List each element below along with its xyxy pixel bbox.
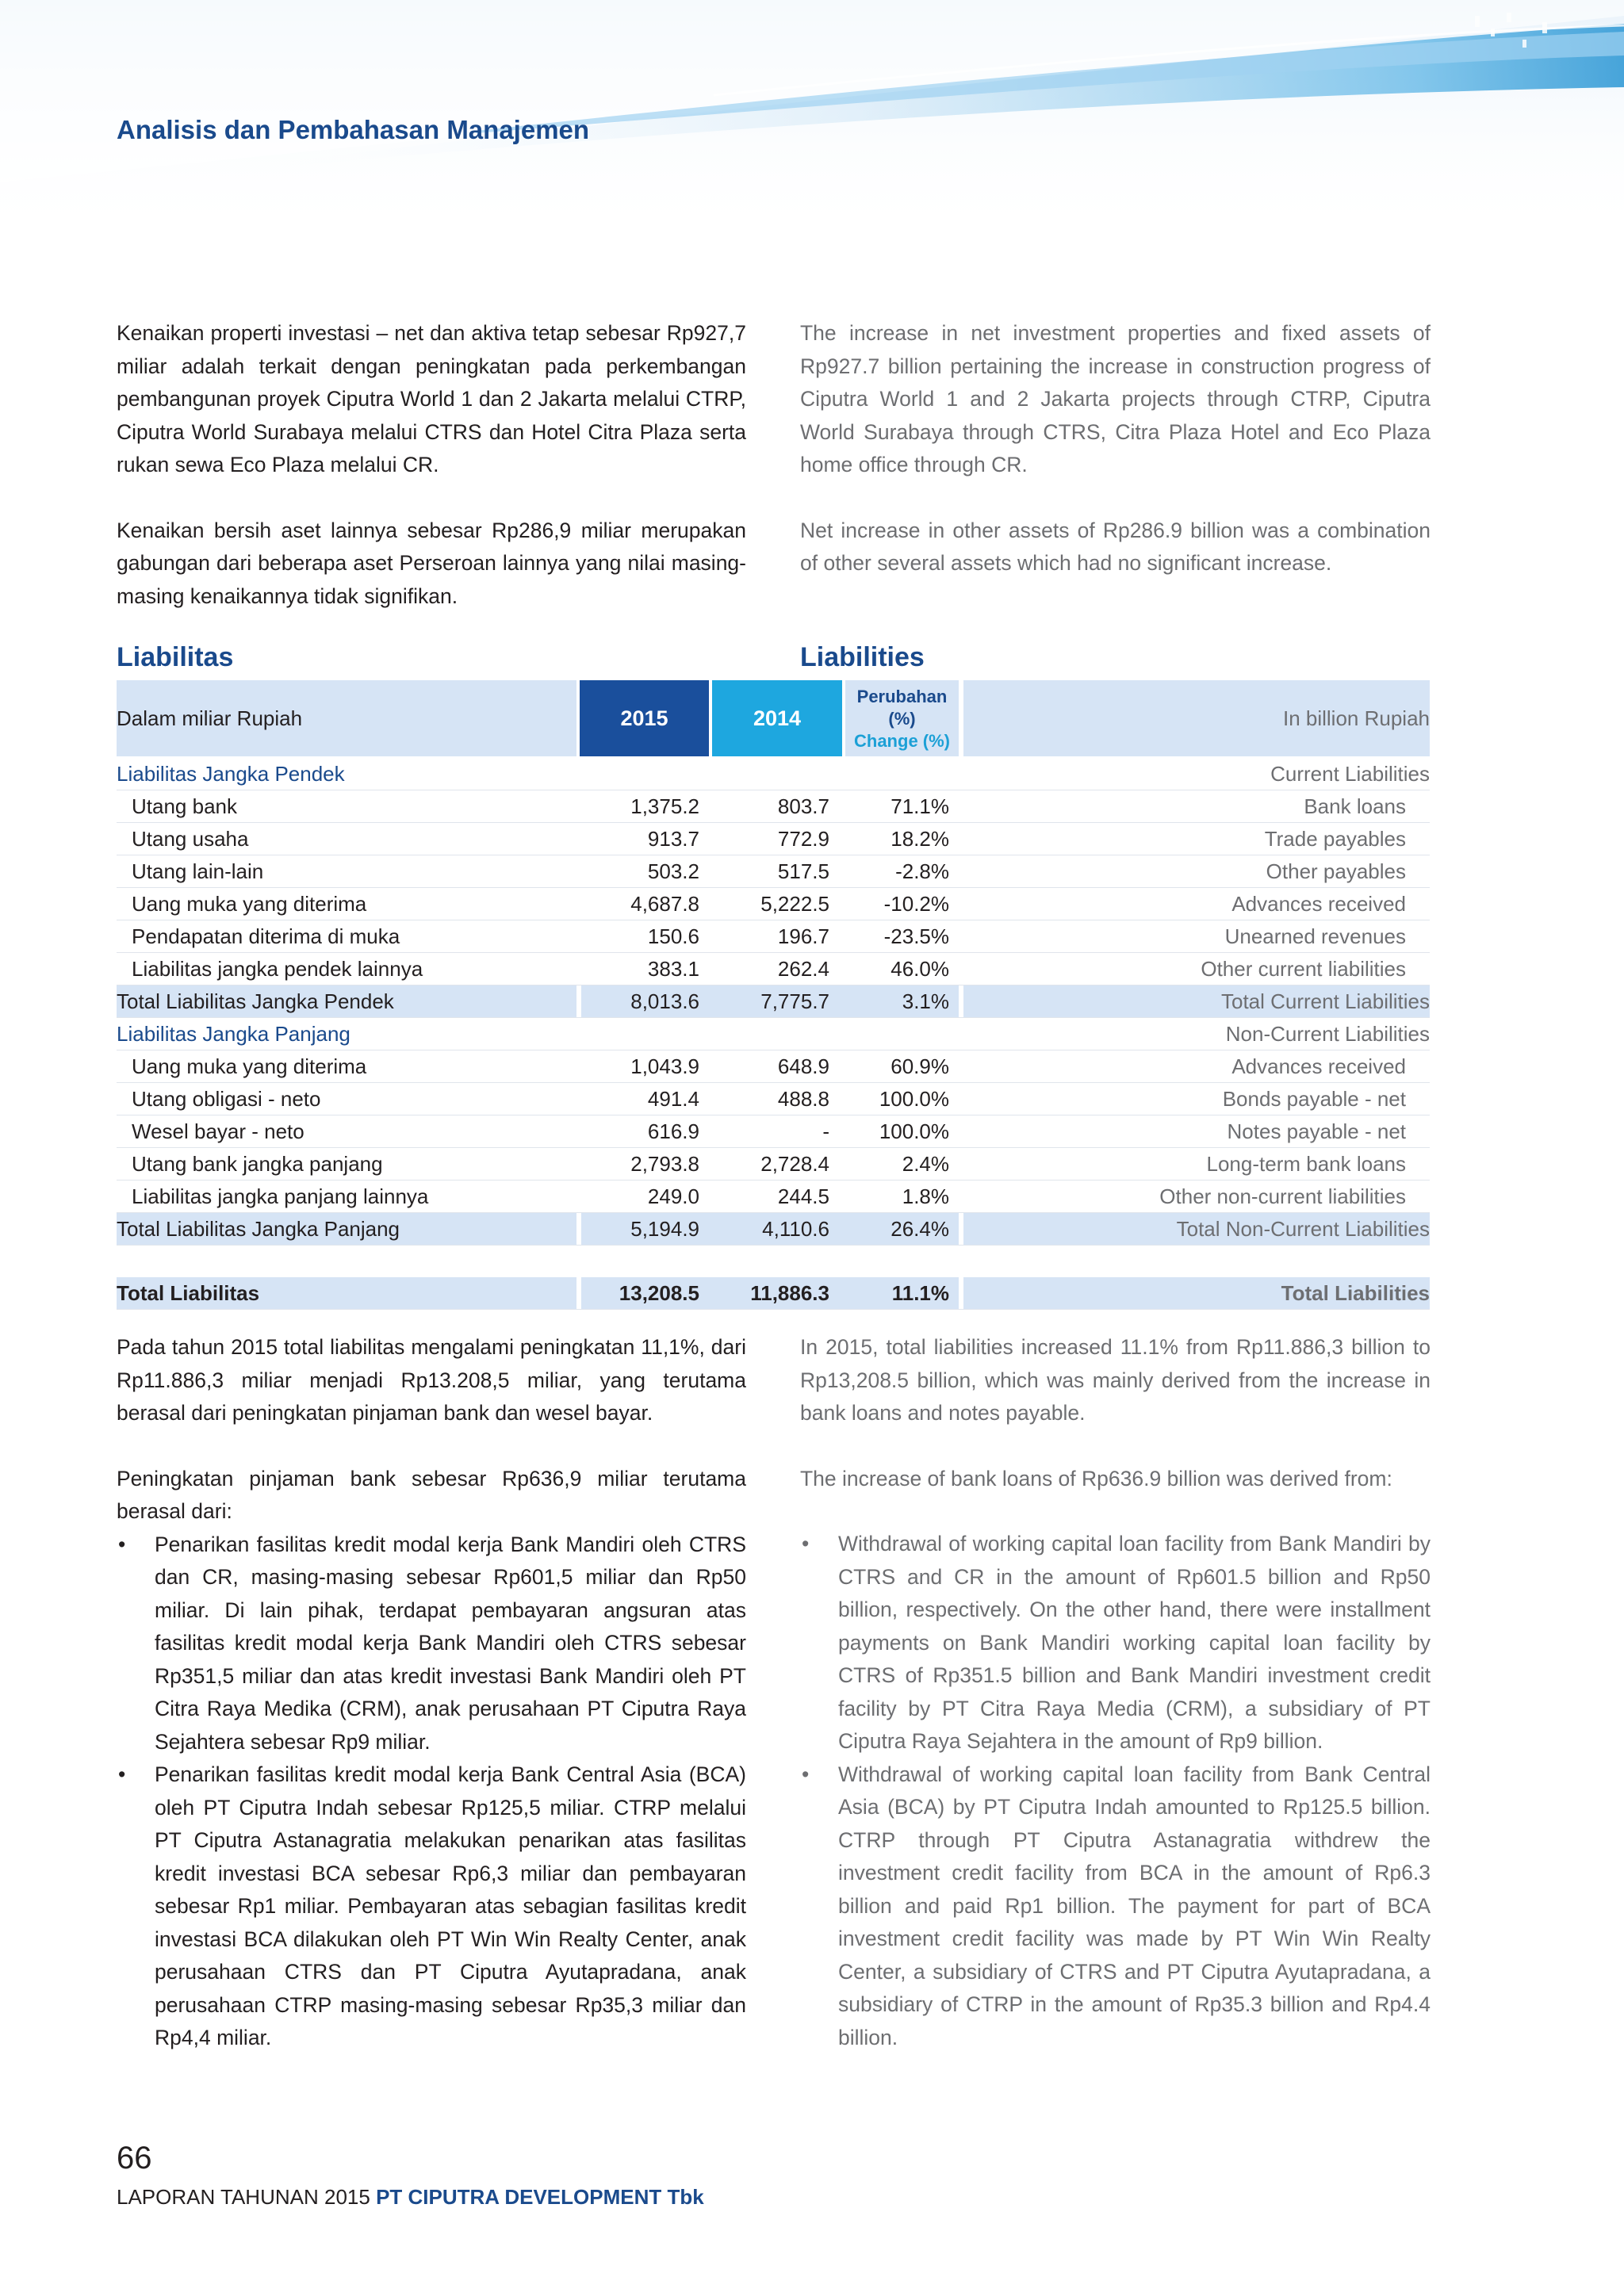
table-row: [117, 1115, 1430, 1148]
analysis-en-paragraph-1: In 2015, total liabilities increased 11.1% from Rp11.886,3 billion to Rp13,208.5 billion, which was mainly derived from the increase in bank loans and notes payable.: [800, 1335, 1431, 1425]
row-value-2015: 249.0: [647, 1184, 699, 1208]
category-label-id: Liabilitas Jangka Pendek: [117, 762, 345, 786]
row-label-id: Total Liabilitas Jangka Panjang: [117, 1217, 400, 1241]
category-label-en: Non-Current Liabilities: [1225, 1022, 1430, 1046]
row-label-id: Wesel bayar - neto: [132, 1119, 304, 1143]
row-change: 11.1%: [891, 1281, 949, 1305]
analysis-en-bullets: [800, 1528, 1431, 2054]
table-row: [117, 1050, 1430, 1083]
row-label-en: Advances received: [1231, 1054, 1406, 1078]
row-change: 71.1%: [891, 794, 949, 818]
row-label-en: Other payables: [1266, 859, 1406, 883]
category-row-noncurrent: [117, 1018, 1430, 1050]
row-change: 18.2%: [891, 827, 949, 851]
category-label-id: Liabilitas Jangka Panjang: [117, 1022, 350, 1046]
table-row: [117, 888, 1430, 920]
row-value-2014: 4,110.6: [762, 1217, 829, 1241]
table-row: [117, 953, 1430, 985]
analysis-id-paragraph-2: Peningkatan pinjaman bank sebesar Rp636,9 miliar terutama berasal dari:: [117, 1466, 746, 1523]
row-label-en: Notes payable - net: [1227, 1119, 1406, 1143]
row-value-2015: 8,013.6: [630, 989, 699, 1013]
row-label-en: Total Non-Current Liabilities: [1176, 1217, 1430, 1241]
intro-en-paragraph-2: Net increase in other assets of Rp286.9 billion was a combination of other several assets which had no significant increase.: [800, 518, 1431, 575]
row-value-2015: 383.1: [647, 957, 699, 981]
row-change: 100.0%: [879, 1087, 949, 1111]
intro-id-paragraph-1: Kenaikan properti investasi – net dan aktiva tetap sebesar Rp927,7 miliar adalah terkait dengan peningkatan pada perkembangan pembangunan proyek Ciputra World 1 dan 2 Jakarta melalui CTRP, Ciputra World Surabaya melalui CTRS dan Hotel Citra Plaza serta rukan sewa Eco Plaza melalui CR.: [117, 321, 746, 476]
header-unit-id: Dalam miliar Rupiah: [117, 680, 576, 756]
row-label-id: Utang lain-lain: [132, 859, 264, 883]
row-change: 46.0%: [891, 957, 949, 981]
category-label-en: Current Liabilities: [1270, 762, 1430, 786]
row-value-2015: 913.7: [647, 827, 699, 851]
analysis-en-bullet-2: • Withdrawal of working capital loan facility from Bank Central Asia (BCA) by PT Ciputra Indah amounted to Rp125.5 billion. CTRP through PT Ciputra Astanagratia withdrew the investment credit facility from BCA in the amount of Rp6.3 billion and paid Rp1 billion. The payment for part of BCA investment credit facility was made by PT Win Win Realty Center, a subsidiary of CTRS and PT Ciputra Ayutapradana, a subsidiary of CTRP in the amount of Rp35.3 billion and Rp4.4 billion.: [800, 1758, 1431, 2055]
table-header: [117, 680, 1430, 756]
row-change: 26.4%: [891, 1217, 949, 1241]
row-value-2015: 4,687.8: [630, 892, 699, 916]
row-value-2014: 648.9: [777, 1054, 829, 1078]
row-value-2015: 2,793.8: [630, 1152, 699, 1176]
analysis-en-column: [800, 1331, 1431, 2054]
table-row: [117, 823, 1430, 855]
intro-id-column: [117, 317, 746, 613]
row-value-2014: 5,222.5: [760, 892, 829, 916]
table-row: [117, 855, 1430, 888]
analysis-en-bullet-1: • Withdrawal of working capital loan facility from Bank Mandiri by CTRS and CR in the amount of Rp601.5 billion and Rp50 billion, respectively. On the other hand, there were installment payments on Bank Mandiri working capital loan facility by CTRS of Rp351.5 billion and Bank Mandiri investment credit facility by PT Citra Raya Media (CRM), a subsidiary of PT Ciputra Raya Sejahtera in the amount of Rp9 billion.: [800, 1528, 1431, 1758]
header-change-line3: Change (%): [854, 731, 950, 751]
row-value-2014: 11,886.3: [750, 1281, 829, 1305]
row-label-id: Liabilitas jangka pendek lainnya: [132, 957, 423, 981]
grand-total-row: [117, 1277, 1430, 1310]
row-value-2015: 491.4: [647, 1087, 699, 1111]
row-value-2015: 5,194.9: [630, 1217, 699, 1241]
noncurrent-total-row: [117, 1213, 1430, 1246]
liabilities-heading-en: Liabilities: [800, 642, 925, 672]
analysis-id-bullet-2: • Penarikan fasilitas kredit modal kerja Bank Central Asia (BCA) oleh PT Ciputra Indah sebesar Rp125,5 miliar. CTRP melalui PT Ciputra Astanagratia melakukan penarikan atas fasilitas kredit investasi BCA sebesar Rp6,3 miliar dan pembayaran sebesar Rp1 miliar. Pembayaran atas sebagian fasilitas kredit investasi BCA dilakukan oleh PT Win Win Realty Center, anak perusahaan CTRS dan PT Ciputra Ayutapradana, anak perusahaan CTRP masing-masing sebesar Rp35,3 miliar dan Rp4,4 miliar.: [117, 1758, 746, 2055]
row-value-2014: 488.8: [777, 1087, 829, 1111]
row-label-en: Total Current Liabilities: [1220, 989, 1430, 1013]
noncurrent-liabilities-rows: [117, 1050, 1430, 1213]
row-label-en: Total Liabilities: [1281, 1281, 1430, 1305]
row-value-2015: 1,375.2: [630, 794, 699, 818]
header-year-2015: 2015: [580, 680, 709, 756]
row-label-id: Uang muka yang diterima: [132, 892, 367, 916]
intro-en-column: [800, 317, 1431, 580]
row-value-2015: 13,208.5: [619, 1281, 699, 1305]
table-row: [117, 1148, 1430, 1181]
row-label-id: Utang usaha: [132, 827, 249, 851]
row-change: 60.9%: [891, 1054, 949, 1078]
row-label-en: Bank loans: [1304, 794, 1406, 818]
row-change: -23.5%: [883, 924, 949, 948]
row-label-id: Total Liabilitas Jangka Pendek: [117, 989, 394, 1013]
intro-en-paragraph-1: The increase in net investment properties and fixed assets of Rp927.7 billion pertaining the increase in construction progress of Ciputra World 1 and 2 Jakarta projects through CTRP, Ciputra World Surabaya through CTRS, Citra Plaza Hotel and Eco Plaza home office through CR.: [800, 321, 1431, 476]
row-change: 1.8%: [902, 1184, 949, 1208]
row-value-2014: 772.9: [777, 827, 829, 851]
row-label-id: Liabilitas jangka panjang lainnya: [132, 1184, 429, 1208]
row-change: 3.1%: [902, 989, 949, 1013]
row-label-id: Utang bank jangka panjang: [132, 1152, 383, 1176]
row-value-2015: 1,043.9: [630, 1054, 699, 1078]
footer-report-label: LAPORAN TAHUNAN 2015: [117, 2185, 370, 2209]
row-value-2014: 2,728.4: [760, 1152, 829, 1176]
row-value-2014: 262.4: [777, 957, 829, 981]
row-label-en: Other current liabilities: [1201, 957, 1406, 981]
row-label-en: Trade payables: [1264, 827, 1406, 851]
row-label-id: Utang obligasi - neto: [132, 1087, 321, 1111]
row-label-en: Unearned revenues: [1224, 924, 1406, 948]
table-row: [117, 920, 1430, 953]
intro-id-paragraph-2: Kenaikan bersih aset lainnya sebesar Rp286,9 miliar merupakan gabungan dari beberapa aset Perseroan lainnya yang nilai masing-masing kenaikannya tidak signifikan.: [117, 518, 746, 608]
table-row: [117, 790, 1430, 823]
row-label-id: Utang bank: [132, 794, 237, 818]
row-value-2015: 150.6: [647, 924, 699, 948]
row-change: -2.8%: [895, 859, 949, 883]
row-label-en: Advances received: [1231, 892, 1406, 916]
row-value-2014: 803.7: [777, 794, 829, 818]
row-label-en: Long-term bank loans: [1206, 1152, 1406, 1176]
row-value-2015: 616.9: [647, 1119, 699, 1143]
header-unit-en: In billion Rupiah: [963, 680, 1430, 756]
analysis-en-paragraph-2: The increase of bank loans of Rp636.9 billion was derived from:: [800, 1466, 1392, 1490]
row-value-2014: -: [822, 1119, 829, 1143]
row-label-id: Pendapatan diterima di muka: [132, 924, 400, 948]
footer: [117, 2185, 704, 2210]
liabilities-table: [117, 680, 1430, 1310]
row-value-2014: 517.5: [777, 859, 829, 883]
analysis-id-bullet-1: • Penarikan fasilitas kredit modal kerja Bank Mandiri oleh CTRS dan CR, masing-masing sebesar Rp601,5 miliar dan Rp50 miliar. Di lain pihak, terdapat pembayaran angsuran atas fasilitas kredit modal kerja Bank Mandiri oleh CTRS sebesar Rp351,5 miliar dan atas kredit investasi Bank Mandiri oleh PT Citra Raya Medika (CRM), anak perusahaan PT Ciputra Raya Sejahtera sebesar Rp9 miliar.: [117, 1529, 746, 1759]
liabilities-heading-id: Liabilitas: [117, 642, 234, 672]
footer-company: PT CIPUTRA DEVELOPMENT Tbk: [376, 2185, 704, 2209]
current-total-row: [117, 985, 1430, 1018]
row-value-2015: 503.2: [647, 859, 699, 883]
page-number: 66: [117, 2141, 152, 2175]
row-label-en: Bonds payable - net: [1222, 1087, 1406, 1111]
row-change: -10.2%: [883, 892, 949, 916]
section-title: Analisis dan Pembahasan Manajemen: [117, 115, 590, 144]
table-row: [117, 1181, 1430, 1213]
row-value-2014: 244.5: [777, 1184, 829, 1208]
analysis-id-column: [117, 1331, 746, 2055]
row-label-id: Total Liabilitas: [117, 1281, 260, 1305]
category-row-current: [117, 758, 1430, 790]
row-label-id: Uang muka yang diterima: [132, 1054, 367, 1078]
row-value-2014: 196.7: [777, 924, 829, 948]
row-change: 2.4%: [902, 1152, 949, 1176]
analysis-id-bullets: [117, 1529, 746, 2055]
row-change: 100.0%: [879, 1119, 949, 1143]
header-change-line1: Perubahan: [856, 687, 948, 706]
header-change: [845, 680, 959, 756]
header-year-2014: 2014: [712, 680, 842, 756]
header-change-line2: (%): [888, 709, 916, 729]
analysis-id-paragraph-1: Pada tahun 2015 total liabilitas mengalami peningkatan 11,1%, dari Rp11.886,3 miliar menjadi Rp13.208,5 miliar, yang terutama berasal dari peningkatan pinjaman bank dan wesel bayar.: [117, 1335, 746, 1425]
table-row: [117, 1083, 1430, 1115]
row-value-2014: 7,775.7: [760, 989, 829, 1013]
current-liabilities-rows: [117, 790, 1430, 985]
row-label-en: Other non-current liabilities: [1159, 1184, 1406, 1208]
